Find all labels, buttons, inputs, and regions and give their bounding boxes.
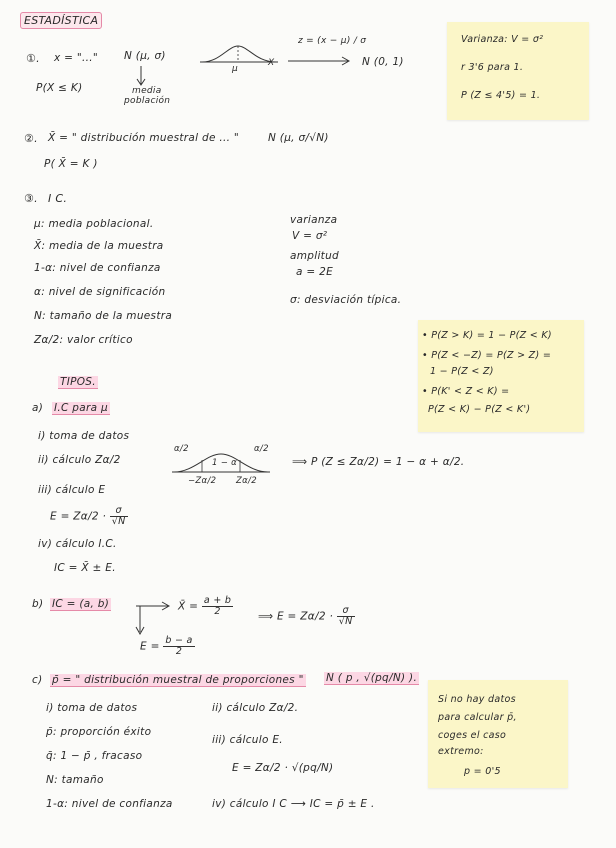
sticky3-line-3: coges el caso (438, 730, 507, 741)
section-2-number: ②. (24, 132, 38, 145)
type-a-e-formula: E = Zα/2 · $\frac{\sigma}{√N}$ (50, 505, 126, 527)
sticky2-line-2: • P(Z < −Z) = P(Z > Z) = (422, 350, 552, 361)
type-a-label: a) (32, 402, 44, 414)
sticky1-line-2: r 3'6 para 1. (461, 62, 524, 73)
type-a-step-1: i) toma de datos (38, 430, 130, 442)
down-arrow-icon (135, 66, 147, 88)
curve-z-left: −Zα/2 (188, 476, 217, 486)
type-c-normal: N ( p , √(pq/N) ). (326, 672, 418, 684)
sample-mean-prob: P( X̄ = K ) (44, 158, 98, 170)
type-b-xbar: X̄ = $\frac{a + b}{2}$ (178, 595, 232, 617)
type-c-label: c) (32, 674, 43, 686)
sticky1-line-3: P (Z ≤ 4'5) = 1. (461, 90, 541, 101)
amplitud-label: amplitud (290, 250, 339, 262)
type-c-e-formula: E = Zα/2 · √(pq/N) (232, 762, 334, 774)
x-definition: x = "..." (54, 52, 99, 64)
sticky1-line-1: Varianza: V = σ² (461, 34, 544, 45)
z-transform: z = (x − μ) / σ (298, 36, 367, 46)
type-a-step-3: iii) cálculo E (38, 484, 106, 496)
sticky2-line-1: • P(Z > K) = 1 − P(Z < K) (422, 330, 552, 341)
sticky3-line-1: Si no hay datos (438, 694, 516, 705)
sticky-note-proportion (428, 680, 568, 788)
sticky3-line-5: p = 0'5 (464, 766, 501, 777)
sample-mean-normal: N (μ, σ/√N) (268, 132, 329, 144)
type-a-step-2: ii) cálculo Zα/2 (38, 454, 121, 466)
def-confidence: 1-α: nivel de confianza (34, 262, 161, 274)
def-mu: μ: media poblacional. (34, 218, 154, 230)
type-c-step-4: iv) cálculo I C ⟶ IC = p̄ ± E . (212, 798, 375, 810)
curve-mu-label: μ (232, 64, 239, 74)
curve-left-alpha: α/2 (174, 444, 189, 454)
transform-arrow-icon (288, 56, 352, 66)
type-c-p-def: p̄: proporción éxito (46, 726, 152, 738)
section-3-title: I C. (48, 192, 68, 205)
type-c-confidence-def: 1-α: nivel de confianza (46, 798, 173, 810)
type-a-step-2-result: ⟹ P (Z ≤ Zα/2) = 1 − α + α/2. (292, 456, 465, 468)
type-b-e-formula: ⟹ E = Zα/2 · $\frac{\sigma}{√N}$ (258, 605, 353, 627)
varianza-eq: V = σ² (292, 230, 328, 242)
section-3-number: ③. (24, 192, 38, 205)
page-title: ESTADÍSTICA (20, 14, 102, 27)
standard-normal: N (0, 1) (362, 56, 404, 68)
normal-distribution: N (μ, σ) (124, 50, 166, 62)
tipos-heading: TIPOS. (60, 376, 96, 388)
sticky2-line-5: P(Z < K) − P(Z < K') (428, 404, 531, 415)
amplitud-eq: a = 2E (296, 266, 334, 278)
curve-x-label: X (268, 58, 275, 68)
sticky3-line-4: extremo: (438, 746, 484, 757)
type-b-label: b) (32, 598, 44, 610)
type-c-step-1: i) toma de datos (46, 702, 138, 714)
sticky-note-probabilities (418, 320, 584, 432)
def-alpha: α: nivel de significación (34, 286, 166, 298)
type-c-q-def: q̄: 1 − p̄ , fracaso (46, 750, 143, 762)
def-critical: Zα/2: valor crítico (34, 334, 133, 346)
type-c-step-2: ii) cálculo Zα/2. (212, 702, 299, 714)
arrow-note-media: media (132, 86, 162, 96)
def-n: N: tamaño de la muestra (34, 310, 173, 322)
varianza-label: varianza (290, 214, 338, 226)
curve-z-right: Zα/2 (236, 476, 257, 486)
type-a-step-4: iv) cálculo I.C. (38, 538, 117, 550)
type-b-ic: IC = (a, b) (52, 598, 110, 610)
sigma-def: σ: desviación típica. (290, 294, 402, 306)
sticky-note-varianza (447, 22, 589, 120)
curve-right-alpha: α/2 (254, 444, 269, 454)
arrow-note-poblacion: población (124, 96, 171, 106)
type-c-step-3: iii) cálculo E. (212, 734, 283, 746)
type-c-n-def: N: tamaño (46, 774, 104, 786)
probability-x: P(X ≤ K) (36, 82, 83, 94)
type-a-ic-formula: IC = X̄ ± E. (54, 562, 116, 574)
sample-mean-distribution: X̄ = " distribución muestral de ... " (48, 132, 240, 144)
sticky2-line-3: 1 − P(Z < Z) (430, 366, 494, 377)
type-a-title: I.C para μ (54, 402, 108, 414)
type-c-title: p̄ = " distribución muestral de proporciones " (52, 674, 304, 686)
def-xbar: X̄: media de la muestra (34, 240, 164, 252)
type-b-e-down: E = $\frac{b - a}{2}$ (140, 635, 193, 657)
section-1-number: ①. (26, 52, 40, 65)
curve-mid-label: 1 − α (212, 458, 238, 468)
sticky2-line-4: • P(K' < Z < K) = (422, 386, 510, 397)
sticky3-line-2: para calcular p̄, (438, 712, 517, 723)
